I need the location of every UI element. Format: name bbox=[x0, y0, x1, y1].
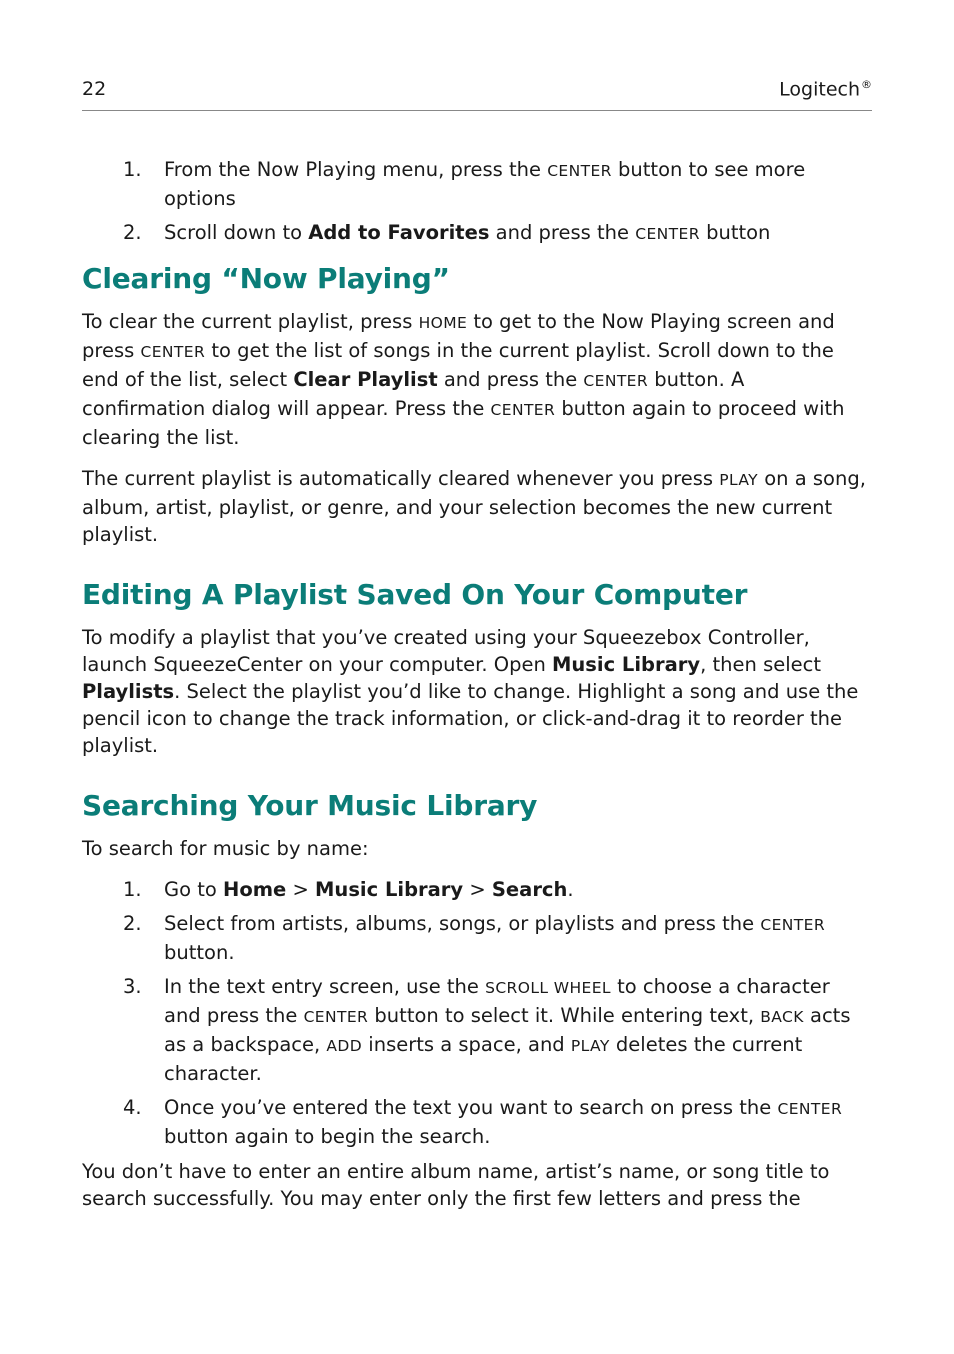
list-item bbox=[82, 1094, 872, 1150]
text-run: inserts a space, and bbox=[362, 1033, 571, 1056]
key-name: ADD bbox=[326, 1037, 363, 1055]
text-run: to get the list of songs in the current playlist. Scroll down to the end of the list, select bbox=[82, 339, 834, 391]
text-run: deletes the current character. bbox=[164, 1033, 803, 1085]
brand-text: Logitech bbox=[779, 78, 860, 101]
text-run: button bbox=[699, 221, 771, 244]
search-steps bbox=[82, 876, 872, 1150]
list-item bbox=[82, 156, 872, 212]
page-header bbox=[82, 76, 872, 111]
bold-term: Search bbox=[491, 878, 568, 901]
heading-searching: Searching Your Music Library bbox=[82, 789, 538, 822]
step-text bbox=[164, 878, 574, 901]
step-number: 4. bbox=[123, 1096, 142, 1119]
text-run: > bbox=[286, 878, 316, 901]
registered-mark: ® bbox=[861, 78, 872, 91]
text-run: To clear the current playlist, press bbox=[82, 310, 419, 333]
key-name: HOME bbox=[418, 314, 468, 332]
key-name: CENTER bbox=[490, 401, 556, 419]
paragraph-editing bbox=[82, 624, 872, 759]
text-run: . bbox=[567, 878, 574, 901]
step-number: 1. bbox=[123, 878, 142, 901]
list-item bbox=[82, 219, 872, 248]
page-content bbox=[82, 156, 872, 1212]
paragraph-search-closing bbox=[82, 1158, 872, 1212]
paragraph-clearing-2 bbox=[82, 465, 872, 548]
text-run: The current playlist is automatically cleared whenever you press bbox=[82, 467, 720, 490]
text-run: button again to begin the search. bbox=[164, 1125, 491, 1148]
text-run: button to select it. While entering text, bbox=[368, 1004, 761, 1027]
text-run: To modify a playlist that you’ve created using your Squeezebox Controller, launch SqueezeCenter on your computer. Open bbox=[82, 626, 810, 676]
step-text bbox=[164, 975, 851, 1085]
text-run: and press the bbox=[489, 221, 636, 244]
bold-term: Clear Playlist bbox=[293, 368, 438, 391]
text-run: and press the bbox=[437, 368, 584, 391]
favorites-steps bbox=[82, 156, 872, 248]
text-run: acts as a backspace, bbox=[164, 1004, 851, 1056]
key-name: PLAY bbox=[719, 471, 759, 489]
step-number: 1. bbox=[123, 158, 142, 181]
step-text bbox=[164, 1096, 842, 1148]
step-text bbox=[164, 912, 825, 964]
bold-term: Home bbox=[223, 878, 287, 901]
heading-editing: Editing A Playlist Saved On Your Computer bbox=[82, 578, 748, 611]
text-run: on a song, album, artist, playlist, or genre, and your selection becomes the new current playlist. bbox=[82, 467, 866, 546]
key-name: CENTER bbox=[777, 1100, 843, 1118]
key-name: CENTER bbox=[760, 916, 826, 934]
text-run: button. bbox=[164, 941, 235, 964]
list-item bbox=[82, 910, 872, 966]
list-item bbox=[82, 973, 872, 1087]
key-name: CENTER bbox=[583, 372, 649, 390]
text-run: button again to proceed with clearing the list. bbox=[82, 397, 845, 449]
step-number: 3. bbox=[123, 975, 142, 998]
step-number: 2. bbox=[123, 912, 142, 935]
text-run: In the text entry screen, use the bbox=[164, 975, 486, 998]
text-run: Go to bbox=[164, 878, 224, 901]
heading-clearing: Clearing “Now Playing” bbox=[82, 262, 450, 295]
bold-term: Add to Favorites bbox=[308, 221, 490, 244]
text-run: You don’t have to enter an entire album name, artist’s name, or song title to search successfully. You may enter only the first few letters and press the bbox=[82, 1160, 830, 1210]
bold-term: Music Library bbox=[315, 878, 464, 901]
text-run: Select from artists, albums, songs, or playlists and press the bbox=[164, 912, 761, 935]
key-name: CENTER bbox=[547, 162, 612, 180]
text-run: Scroll down to bbox=[164, 221, 309, 244]
step-number: 2. bbox=[123, 221, 142, 244]
key-name: CENTER bbox=[140, 343, 206, 361]
key-name: CENTER bbox=[303, 1008, 369, 1026]
text-run: From the Now Playing menu, press the bbox=[164, 158, 548, 181]
paragraph-clearing-1 bbox=[82, 308, 872, 451]
key-name: CENTER bbox=[635, 225, 700, 243]
step-text bbox=[164, 158, 805, 210]
brand-name bbox=[779, 78, 872, 100]
text-run: , then select bbox=[700, 653, 822, 676]
bold-term: Music Library bbox=[552, 653, 701, 676]
text-run: to get to the Now Playing screen and press bbox=[82, 310, 835, 362]
page-number: 22 bbox=[82, 78, 107, 100]
text-run: > bbox=[463, 878, 492, 901]
key-name: PLAY bbox=[570, 1037, 610, 1055]
list-item bbox=[82, 876, 872, 903]
bold-term: Playlists bbox=[82, 680, 175, 703]
key-name: BACK bbox=[760, 1008, 804, 1026]
text-run: button. A confirmation dialog will appear. Press the bbox=[82, 368, 745, 420]
text-run: Once you’ve entered the text you want to search on press the bbox=[164, 1096, 778, 1119]
key-name: SCROLL WHEEL bbox=[485, 979, 611, 997]
text-run: to choose a character and press the bbox=[164, 975, 830, 1027]
text-run: . Select the playlist you’d like to change. Highlight a song and use the pencil icon to change the track information, or click-and-drag it to reorder the playlist. bbox=[82, 680, 859, 757]
text-run: button to see more options bbox=[164, 158, 806, 210]
paragraph-search-intro: To search for music by name: bbox=[82, 837, 369, 860]
step-text bbox=[164, 221, 770, 244]
